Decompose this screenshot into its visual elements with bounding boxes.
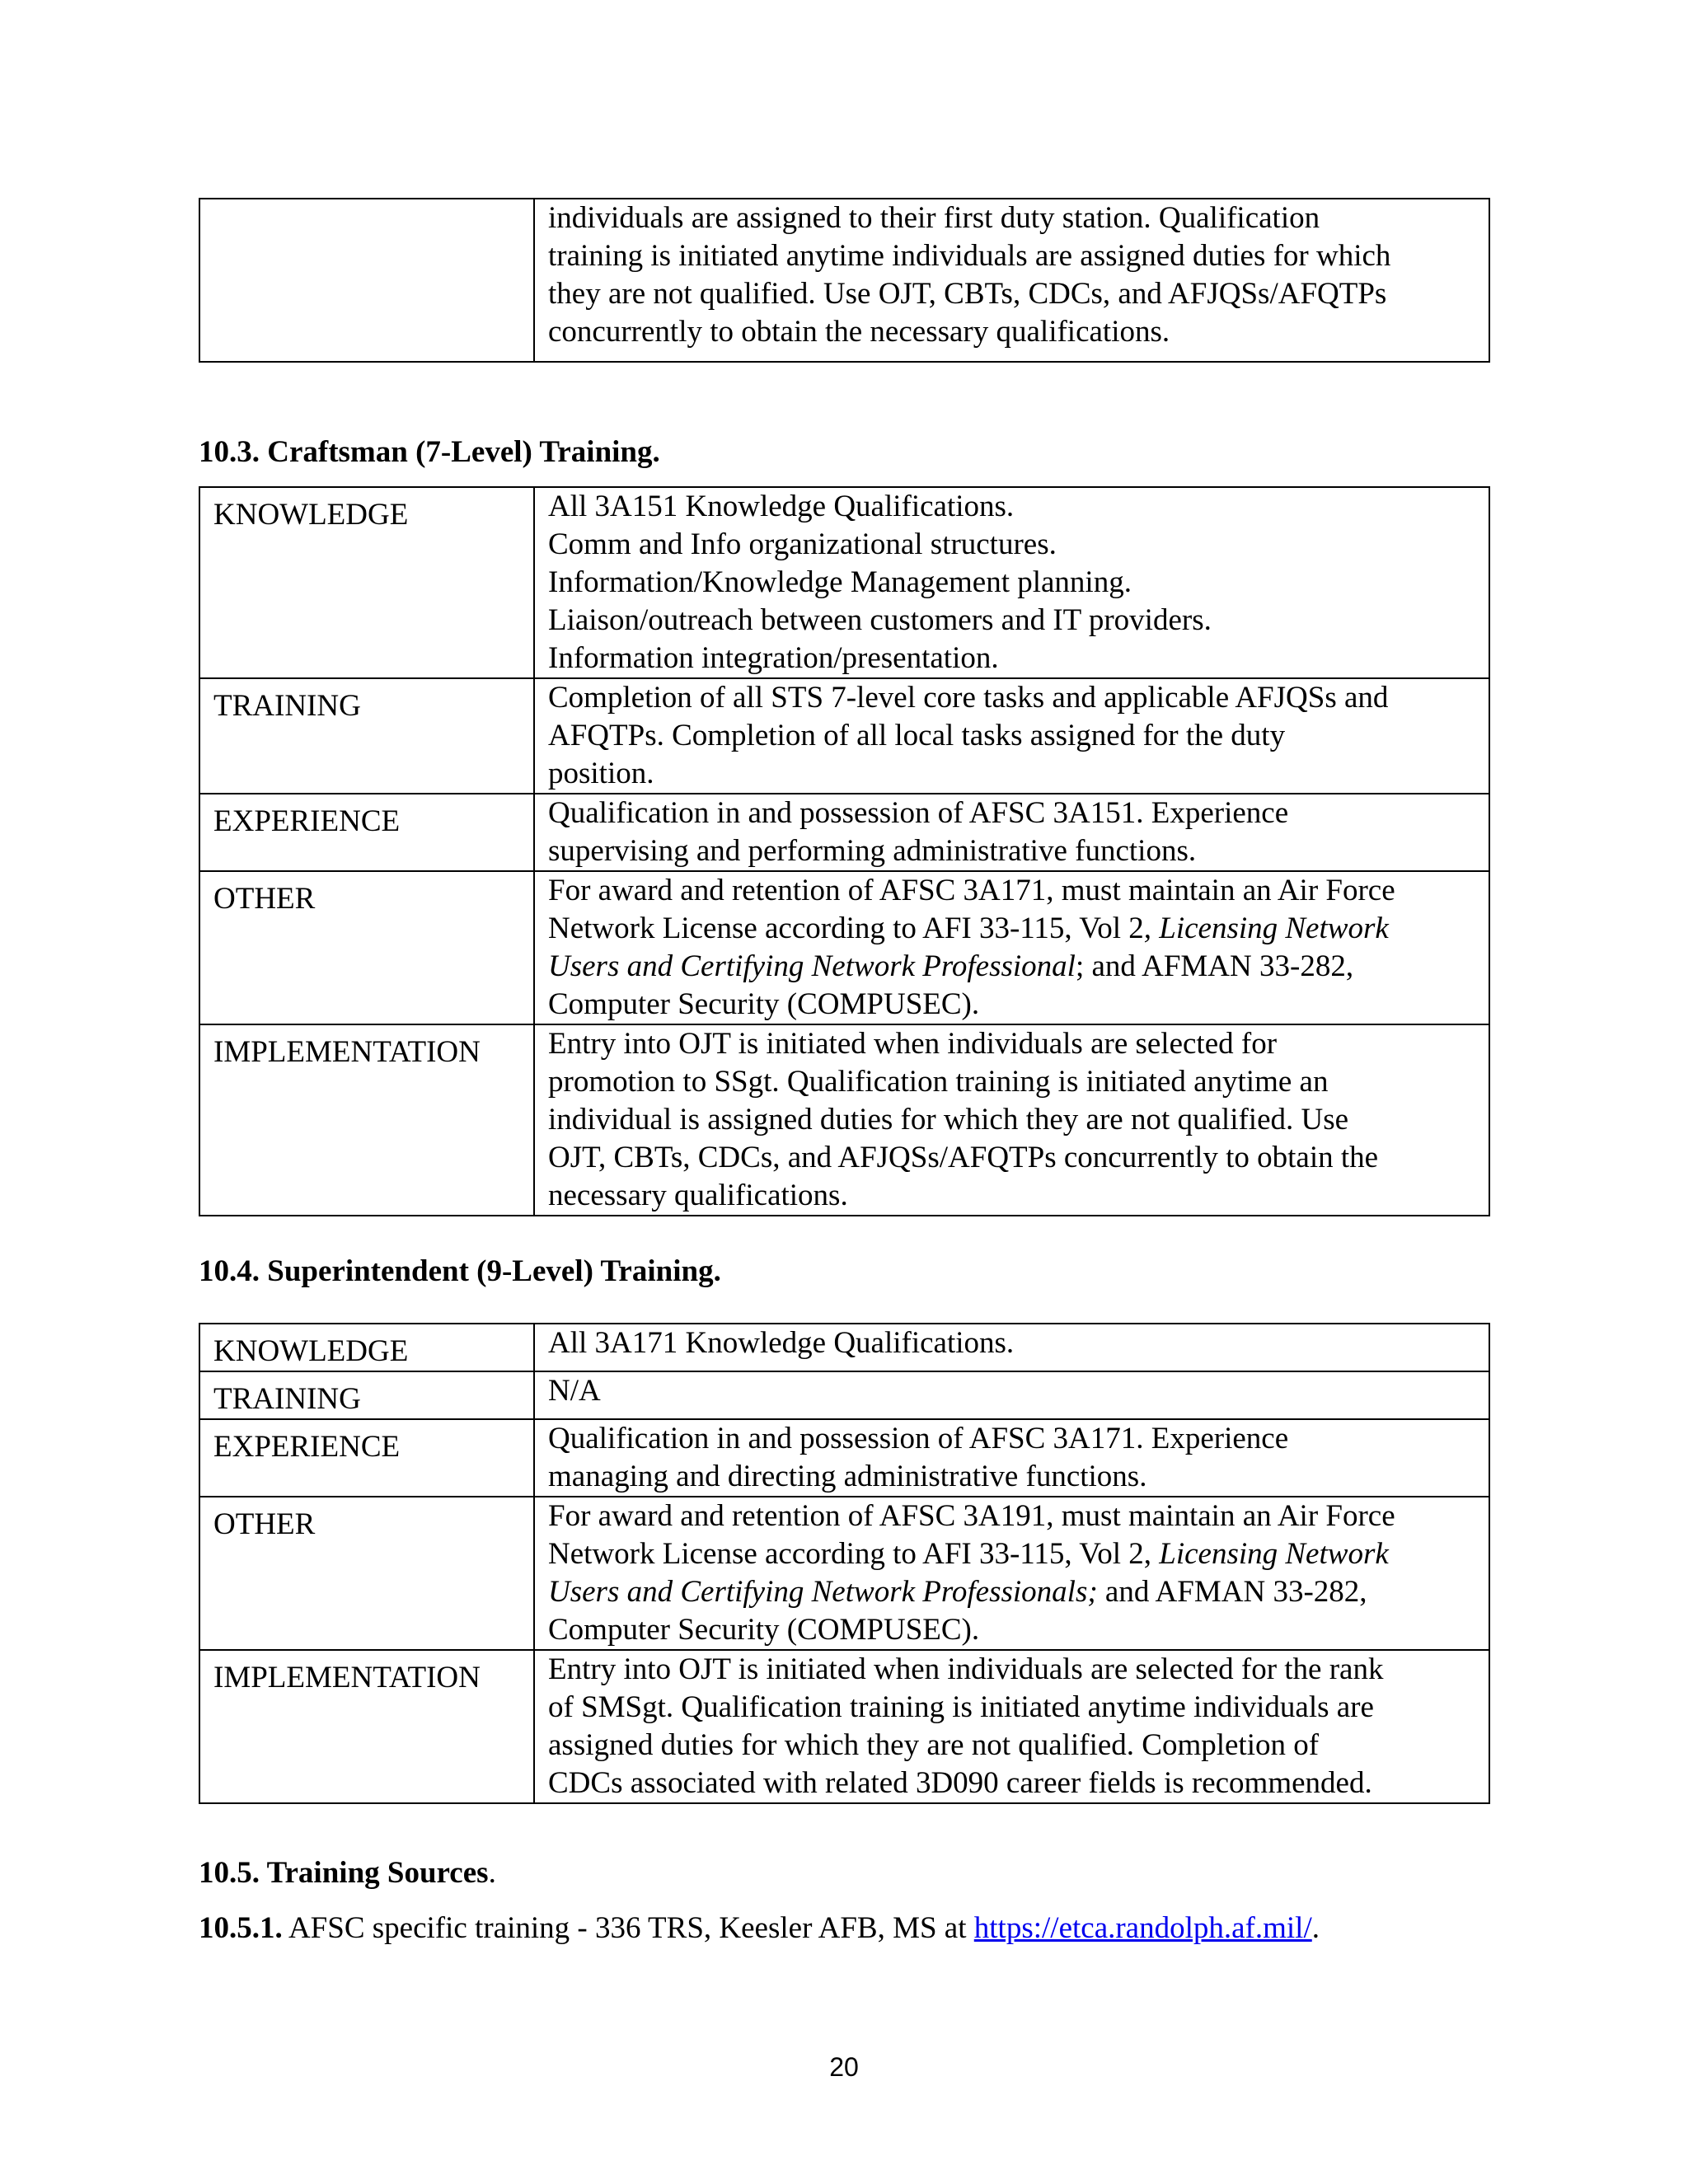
paragraph-trail: . (1311, 1911, 1320, 1945)
row-content (534, 199, 1489, 362)
text-line: training is initiated anytime individuals are assigned duties for which (548, 239, 1391, 273)
etca-link[interactable]: https://etca.randolph.af.mil/ (973, 1911, 1312, 1945)
row-content-knowledge (534, 1324, 1489, 1371)
paragraph-number: 10.5.1. (199, 1911, 283, 1945)
text-line: Computer Security (COMPUSEC). (548, 1613, 980, 1647)
italic-title: Users and Certifying Network Professionals; (548, 1575, 1098, 1609)
text-line: Comm and Info organizational structures. (548, 527, 1057, 561)
craftsman-training-table (199, 486, 1490, 1216)
paragraph-text: AFSC specific training - 336 TRS, Keesler AFB, MS at (282, 1911, 974, 1945)
row-label-training: TRAINING (199, 678, 534, 794)
text-line (548, 948, 1480, 986)
text-line: of SMSgt. Qualification training is initiated anytime individuals are (548, 1690, 1374, 1724)
text-line: For award and retention of AFSC 3A191, must maintain an Air Force (548, 1499, 1395, 1533)
row-content-implementation (534, 1650, 1489, 1803)
table-row (199, 199, 1489, 362)
text-line: CDCs associated with related 3D090 career fields is recommended. (548, 1766, 1372, 1800)
text-line: For award and retention of AFSC 3A171, must maintain an Air Force (548, 874, 1395, 907)
row-content-implementation (534, 1024, 1489, 1216)
text-segment: ; and AFMAN 33-282, (1075, 949, 1354, 983)
row-content-other (534, 1497, 1489, 1650)
row-label-experience: EXPERIENCE (199, 794, 534, 871)
text-line: Information integration/presentation. (548, 641, 999, 675)
row-label-other: OTHER (199, 1497, 534, 1650)
text-line: managing and directing administrative functions. (548, 1460, 1147, 1493)
row-label-implementation: IMPLEMENTATION (199, 1650, 534, 1803)
table-row (199, 1419, 1489, 1497)
row-content-training (534, 678, 1489, 794)
section-heading-10-4: 10.4. Superintendent (9-Level) Training. (199, 1254, 721, 1288)
row-label (199, 199, 534, 362)
superintendent-training-table (199, 1323, 1490, 1804)
text-segment: Network License according to AFI 33-115, Vol 2 (548, 912, 1144, 945)
text-line: All 3A151 Knowledge Qualifications. (548, 490, 1015, 523)
row-label-training: TRAINING (199, 1371, 534, 1419)
continuation-table (199, 198, 1490, 363)
table-row (199, 1024, 1489, 1216)
heading-text: 10.5. Training Sources (199, 1856, 489, 1890)
table-row (199, 794, 1489, 871)
text-line: Computer Security (COMPUSEC). (548, 987, 980, 1021)
row-content-experience (534, 1419, 1489, 1497)
row-label-implementation: IMPLEMENTATION (199, 1024, 534, 1216)
text-line: Qualification in and possession of AFSC 3A171. Experience (548, 1422, 1289, 1455)
text-segment: Network License according to AFI 33-115, Vol 2, (548, 1537, 1160, 1571)
text-line: necessary qualifications. (548, 1179, 848, 1212)
text-line: AFQTPs. Completion of all local tasks assigned for the duty (548, 719, 1286, 752)
table-row (199, 487, 1489, 678)
row-label-other: OTHER (199, 871, 534, 1024)
text-line: they are not qualified. Use OJT, CBTs, CDCs, and AFJQSs/AFQTPs (548, 277, 1387, 311)
row-label-knowledge: KNOWLEDGE (199, 487, 534, 678)
italic-title: Licensing Network (1159, 1537, 1389, 1571)
text-line: OJT, CBTs, CDCs, and AFJQSs/AFQTPs concurrently to obtain the (548, 1141, 1379, 1174)
text-line: position. (548, 757, 654, 790)
italic-title: Users and Certifying Network Professional (548, 949, 1076, 983)
text-line: supervising and performing administrative functions. (548, 834, 1197, 868)
text-line (548, 1535, 1480, 1573)
table-row (199, 1650, 1489, 1803)
table-row (199, 1497, 1489, 1650)
text-line: individual is assigned duties for which they are not qualified. Use (548, 1103, 1349, 1137)
row-label-experience: EXPERIENCE (199, 1419, 534, 1497)
text-line: Entry into OJT is initiated when individuals are selected for the rank (548, 1652, 1384, 1686)
text-line: Information/Knowledge Management planning. (548, 565, 1132, 599)
training-source-paragraph (199, 1910, 1320, 1947)
text-line: individuals are assigned to their first duty station. Qualification (548, 201, 1320, 235)
text-line: N/A (548, 1374, 601, 1408)
text-line: Liaison/outreach between customers and IT providers. (548, 603, 1212, 637)
text-line: promotion to SSgt. Qualification training is initiated anytime an (548, 1065, 1329, 1099)
heading-trail: . (488, 1856, 496, 1890)
table-row (199, 871, 1489, 1024)
text-line: Qualification in and possession of AFSC 3A151. Experience (548, 796, 1289, 830)
text-line: concurrently to obtain the necessary qualifications. (548, 315, 1170, 349)
page-number: 20 (829, 2052, 859, 2082)
text-segment: and AFMAN 33-282, (1097, 1575, 1367, 1609)
row-content-knowledge (534, 487, 1489, 678)
row-label-knowledge: KNOWLEDGE (199, 1324, 534, 1371)
italic-title: , Licensing Network (1143, 912, 1389, 945)
text-line: assigned duties for which they are not qualified. Completion of (548, 1728, 1320, 1762)
table-row (199, 1371, 1489, 1419)
text-line: Completion of all STS 7-level core tasks and applicable AFJQSs and (548, 681, 1389, 715)
text-line: All 3A171 Knowledge Qualifications. (548, 1326, 1015, 1360)
row-content-training (534, 1371, 1489, 1419)
section-heading-10-5 (199, 1854, 496, 1892)
text-line (548, 910, 1480, 948)
table-row (199, 1324, 1489, 1371)
row-content-other (534, 871, 1489, 1024)
text-line (548, 1573, 1480, 1611)
table-row (199, 678, 1489, 794)
row-content-experience (534, 794, 1489, 871)
section-heading-10-3: 10.3. Craftsman (7-Level) Training. (199, 435, 660, 469)
text-line: Entry into OJT is initiated when individuals are selected for (548, 1027, 1278, 1061)
